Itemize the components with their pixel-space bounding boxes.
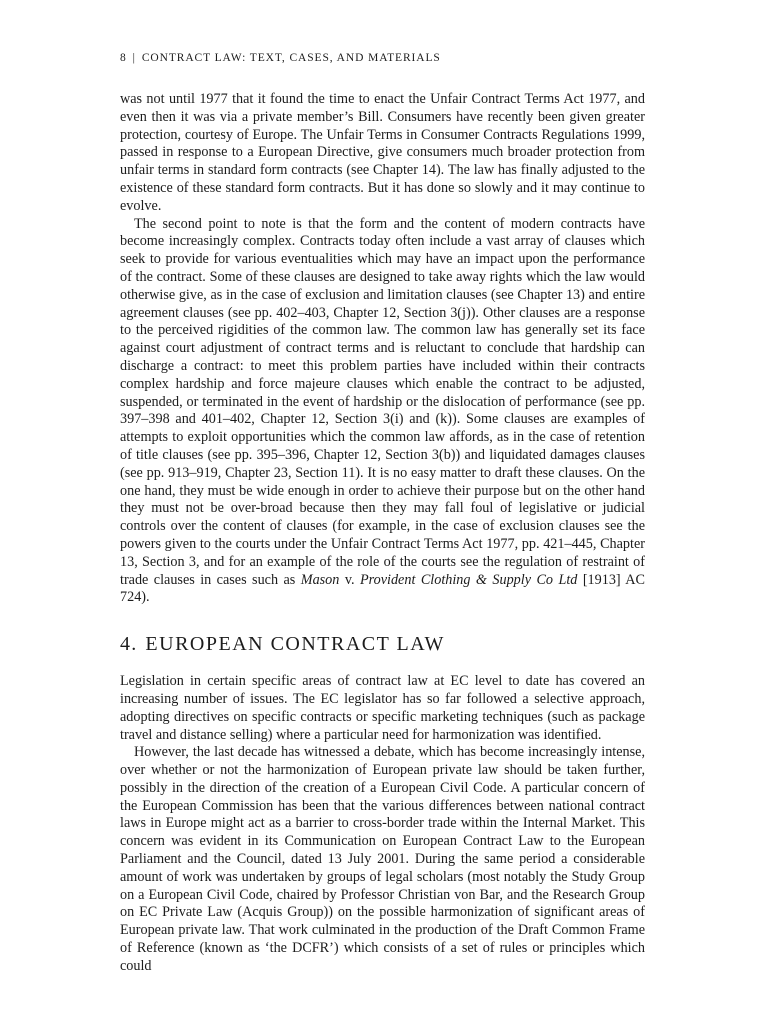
page-number: 8 (120, 52, 127, 64)
paragraph-ec-legislation: Legislation in certain specific areas of contract law at EC level to date has covered an increasing number of issues. The EC legislator has so far followed a selective approach, adopting directives on specific contracts or specific marketing techniques (such as package travel and distance selling) where a particular need for harmonization was identified. (120, 673, 645, 743)
paragraph-harmonization-debate: However, the last decade has witnessed a debate, which has become increasingly intense, over whether or not the harmonization of European private law should be taken further, possibly in the direction of the creation of a European Civil Code. A particular concern of the European Commission has been that the various differences between national contract laws in Europe might act as a barrier to cross-border trade within the Internal Market. This concern was evident in its Communication on European Contract Law to the European Parliament and the Council, dated 13 July 2001. During the same period a considerable amount of work was undertaken by groups of legal scholars (most notably the Study Group on a European Civil Code, chaired by Professor Christian von Bar, and the Research Group on EC Private Law (Acquis Group)) on the possible harmonization of significant areas of European private law. That work culminated in the production of the Draft Common Frame of Reference (known as ‘the DCFR’) which consists of a set of rules or principles which could (120, 744, 645, 974)
section-heading (120, 633, 645, 659)
running-head-separator: | (132, 52, 136, 64)
case-report: [1913] AC 724). (120, 571, 645, 606)
page-body (120, 91, 645, 976)
case-versus: v. (344, 571, 355, 588)
case-party-one: Mason (300, 571, 340, 588)
section-number: 4. (120, 633, 138, 656)
paragraph-continued: was not until 1977 that it found the time to enact the Unfair Contract Terms Act 1977, and even then it was via a private member’s Bill. Consumers have recently been given greater protection, courtesy of Europe. The Unfair Terms in Consumer Contracts Regulations 1999, passed in response to a European Directive, give consumers much broader protection from unfair terms in standard form contracts (see Chapter 14). The law has finally adjusted to the existence of these standard form contracts. But it has done so slowly and it may continue to evolve. (120, 91, 645, 214)
paragraph-text: The second point to note is that the form and the content of modern contracts have become increasingly complex. Contracts today often include a vast array of clauses which seek to provide for various eventualities which may have an impact upon the performance of the contract. Some of these clauses are designed to take away rights which the law would otherwise give, as in the case of exclusion and limitation clauses (see Chapter 13) and entire agreement clauses (see pp. 402–403, Chapter 12, Section 3(j)). Other clauses are a response to the perceived rigidities of the common law. The common law has generally set its face against court adjustment of contract terms and is reluctant to conclude that hardship can discharge a contract: to meet this problem parties have included within their contracts complex hardship and force majeure clauses which enable the contract to be adjusted, suspended, or terminated in the event of hardship or the dislocation of performance (see pp. 397–398 and 401–402, Chapter 12, Section 3(i) and (k)). Some clauses are examples of attempts to exploit opportunities which the common law affords, as in the case of retention of title clauses (see pp. 395–396, Chapter 12, Section 3(b)) and liquidated damages clauses (see pp. 913–919, Chapter 23, Section 11). It is no easy matter to draft these clauses. On the one hand, they must be wide enough in order to achieve their purpose but on the other hand they must not be over-broad because then they may fall foul of legislative or judicial controls over the content of clauses (for example, in the case of exclusion clauses see the powers given to the courts under the Unfair Contract Terms Act 1977, pp. 421–445, Chapter 13, Section 3, and for an example of the role of the courts see the regulation of restraint of trade clauses in cases such as (120, 215, 645, 588)
paragraph-modern-contracts (120, 216, 645, 608)
section-title: EUROPEAN CONTRACT LAW (145, 633, 445, 656)
book-title: CONTRACT LAW: TEXT, CASES, AND MATERIALS (141, 52, 441, 64)
case-party-two: Provident Clothing & Supply Co Ltd (359, 571, 578, 588)
running-head (120, 52, 441, 64)
